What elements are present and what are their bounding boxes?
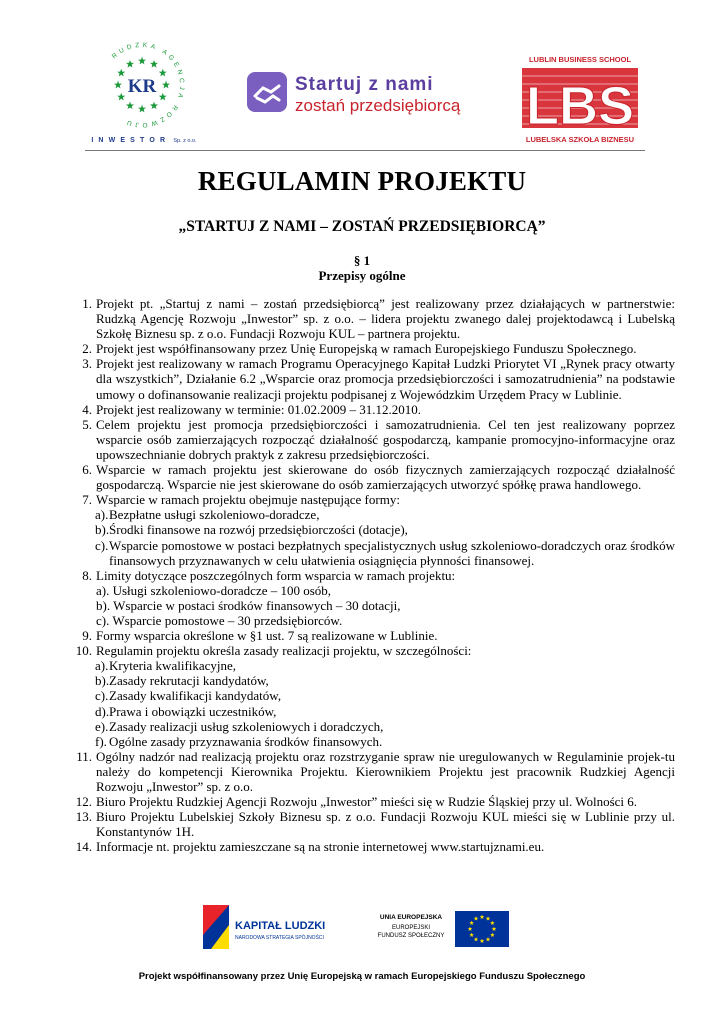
list-item: 13. Biuro Projektu Lubelskiej Szkoły Biznesu sp. z o.o. Fundacji Rozwoju KUL mieści się w Lublinie przy ul. Konstantynów 1H. (75, 809, 675, 840)
list-item: 2. Projekt jest współfinansowany przez Unię Europejską w ramach Europejskiego Funduszu Społecznego. (82, 341, 637, 357)
rr-star-icon (150, 102, 158, 110)
header-logos (85, 40, 645, 150)
sub-item: d). Prawa i obowiązki uczestników, (95, 703, 277, 719)
list-item: 7. Wsparcie w ramach projektu obejmuje następujące formy: (82, 492, 400, 508)
list-item: 3. Projekt jest realizowany w ramach Programu Operacyjnego Kapitał Ludzki Priorytet VI „Rynek pracy otwarty dla wszystkich”, Działanie 6.2 „Wsparcie oraz promocja przedsiębiorczości i samozatrudnienia” na podstawie umowy o dofinansowanie realizacji projektu podpisanej z Wojewódzkim Urzędem Pracy w Lublinie. (82, 356, 675, 402)
ue-line1: UNIA EUROPEJSKA (379, 914, 443, 921)
lbs-top-text: LUBLIN BUSINESS SCHOOL (528, 55, 632, 64)
list-item: 1. Projekt pt. „Startuj z nami – zostań przedsiębiorcą” jest realizowany przez działających w partnerstwie: Rudzką Agencję Rozwoju „Inwestor” sp. z o.o. – lidera projektu zwanego dalej projektodawcą i Lubelską Szkołę Biznesu sp. z o.o. Fundacji Rozwoju KUL – partnera projektu. (82, 296, 675, 342)
list-item: 4. Projekt jest realizowany w terminie: 01.02.2009 – 31.12.2010. (82, 401, 421, 417)
sub-item: b). Środki finansowe na rozwój przedsiębiorczości (dotacje), (95, 522, 408, 538)
eu-social-fund-logo (368, 907, 513, 951)
sub-item: b). Wsparcie w postaci środków finansowych – 30 dotacji, (96, 597, 401, 613)
rr-star-icon (126, 60, 134, 68)
sub-item: b). Zasady rekrutacji kandydatów, (95, 673, 269, 689)
kapital-ludzki-logo (185, 895, 340, 961)
list-item: 6. Wsparcie w ramach projektu jest skierowane do osób fizycznych zamierzających rozpocząć działalność gospodarczą. Wsparcie nie jest skierowane do osób zamierzających utworzyć spółkę prawa handlowego. (82, 462, 675, 493)
sub-item: a). Bezpłatne usługi szkoleniowo-doradcze, (95, 507, 320, 523)
rr-ring-text: RUDZKA AGENCJA ROZWOJU (110, 41, 186, 129)
list-item: 8. Limity dotyczące poszczególnych form wsparcia w ramach projektu: (82, 567, 456, 583)
list-item: 5. Celem projektu jest promocja przedsiębiorczości i samozatrudnienia. Cel ten jest realizowany poprzez wsparcie osób zamierzających rozpocząć działalność gospodarczą, kampanie promocyjno-informacyjne oraz upowszechnianie dobrych praktyk z zakresu przedsiębiorczości. (82, 416, 675, 462)
startuj-line1: Startuj z nami (295, 74, 434, 95)
rr-star-icon (138, 57, 146, 65)
list-item: 11. Ogólny nadzór nad realizacją projektu oraz rozstrzyganie spraw nie uregulowanych w Regulaminie projek-tu należy do kompetencji Kierownika Projektu. Kierownikiem Projektu jest pracownik Rudzkiej Agencji Rozwoju „Inwestor” sp. z o.o. (76, 748, 675, 794)
rr-star-icon (138, 105, 146, 113)
list-item: 12. Biuro Projektu Rudzkiej Agencji Rozwoju „Inwestor” mieści się w Rudzie Śląskiej przy ul. Wolności 6. (75, 794, 638, 810)
footer-note: Projekt współfinansowany przez Unię Europejską w ramach Europejskiego Funduszu Społecznego (138, 971, 586, 982)
footer-logos (185, 895, 515, 965)
lbs-logo (518, 52, 643, 152)
list-item: 14. Informacje nt. projektu zamieszczane są na stronie internetowej www.startujznami.eu. (75, 839, 545, 855)
rr-caption: I N W E S T O R (91, 137, 167, 144)
list-item: 10. Regulamin projektu określa zasady realizacji projektu, w szczególności: (75, 643, 472, 659)
section-number: § 1 (353, 253, 371, 268)
sub-item: c). Wsparcie pomostowe w postaci bezpłatnych specjalistycznych usług szkoleniowo-doradczych oraz środków finansowych przyznawanych w celu ułatwienia osiągnięcia płynności finansowej. (95, 537, 675, 568)
startuj-z-nami-logo (245, 68, 485, 128)
sub-item: e). Zasady realizacji usług szkoleniowych i doradczych, (95, 718, 384, 734)
rr-star-icon (159, 93, 167, 101)
sub-item: c). Zasady kwalifikacji kandydatów, (95, 688, 282, 704)
list-item: 9. Formy wsparcia określone w §1 ust. 7 są realizowane w Lublinie. (82, 628, 438, 644)
lbs-mark: LBS (526, 76, 634, 136)
rudzka-agencja-logo (85, 40, 200, 152)
kl-title: KAPITAŁ LUDZKI (235, 920, 326, 932)
regulation-list (75, 296, 675, 854)
rr-star-icon (117, 93, 125, 101)
sub-item: f). Ogólne zasady przyznawania środków finansowych. (95, 733, 383, 749)
rr-caption-suffix: Sp. z o.o. (173, 138, 197, 144)
rr-star-icon (162, 81, 170, 89)
section-title: Przepisy ogólne (318, 268, 406, 283)
lbs-bottom-text: LUBELSKA SZKOŁA BIZNESU (525, 135, 635, 144)
rr-star-icon (150, 60, 158, 68)
kl-subtitle: NARODOWA STRATEGIA SPÓJNOŚCI (235, 935, 324, 941)
rr-mark: KR (127, 76, 157, 97)
rr-star-icon (159, 69, 167, 77)
rr-emblem (85, 40, 200, 152)
sub-item: a). Usługi szkoleniowo-doradcze – 100 osób, (96, 582, 332, 598)
rr-star-icon (117, 69, 125, 77)
rr-star-icon (126, 102, 134, 110)
ue-line2: EUROPEJSKI (391, 925, 431, 931)
page-title: REGULAMIN PROJEKTU (197, 166, 527, 196)
startuj-line2: zostań przedsiębiorcą (295, 96, 461, 115)
header-divider (85, 150, 645, 151)
ue-line3: FUNDUSZ SPOŁECZNY (377, 933, 445, 939)
handshake-icon (247, 72, 287, 112)
rr-star-icon (114, 81, 122, 89)
page-subtitle: „STARTUJ Z NAMI – ZOSTAŃ PRZEDSIĘBIORCĄ” (178, 218, 546, 235)
sub-item: c). Wsparcie pomostowe – 30 przedsiębiorców. (96, 612, 343, 628)
sub-item: a). Kryteria kwalifikacyjne, (95, 658, 237, 674)
